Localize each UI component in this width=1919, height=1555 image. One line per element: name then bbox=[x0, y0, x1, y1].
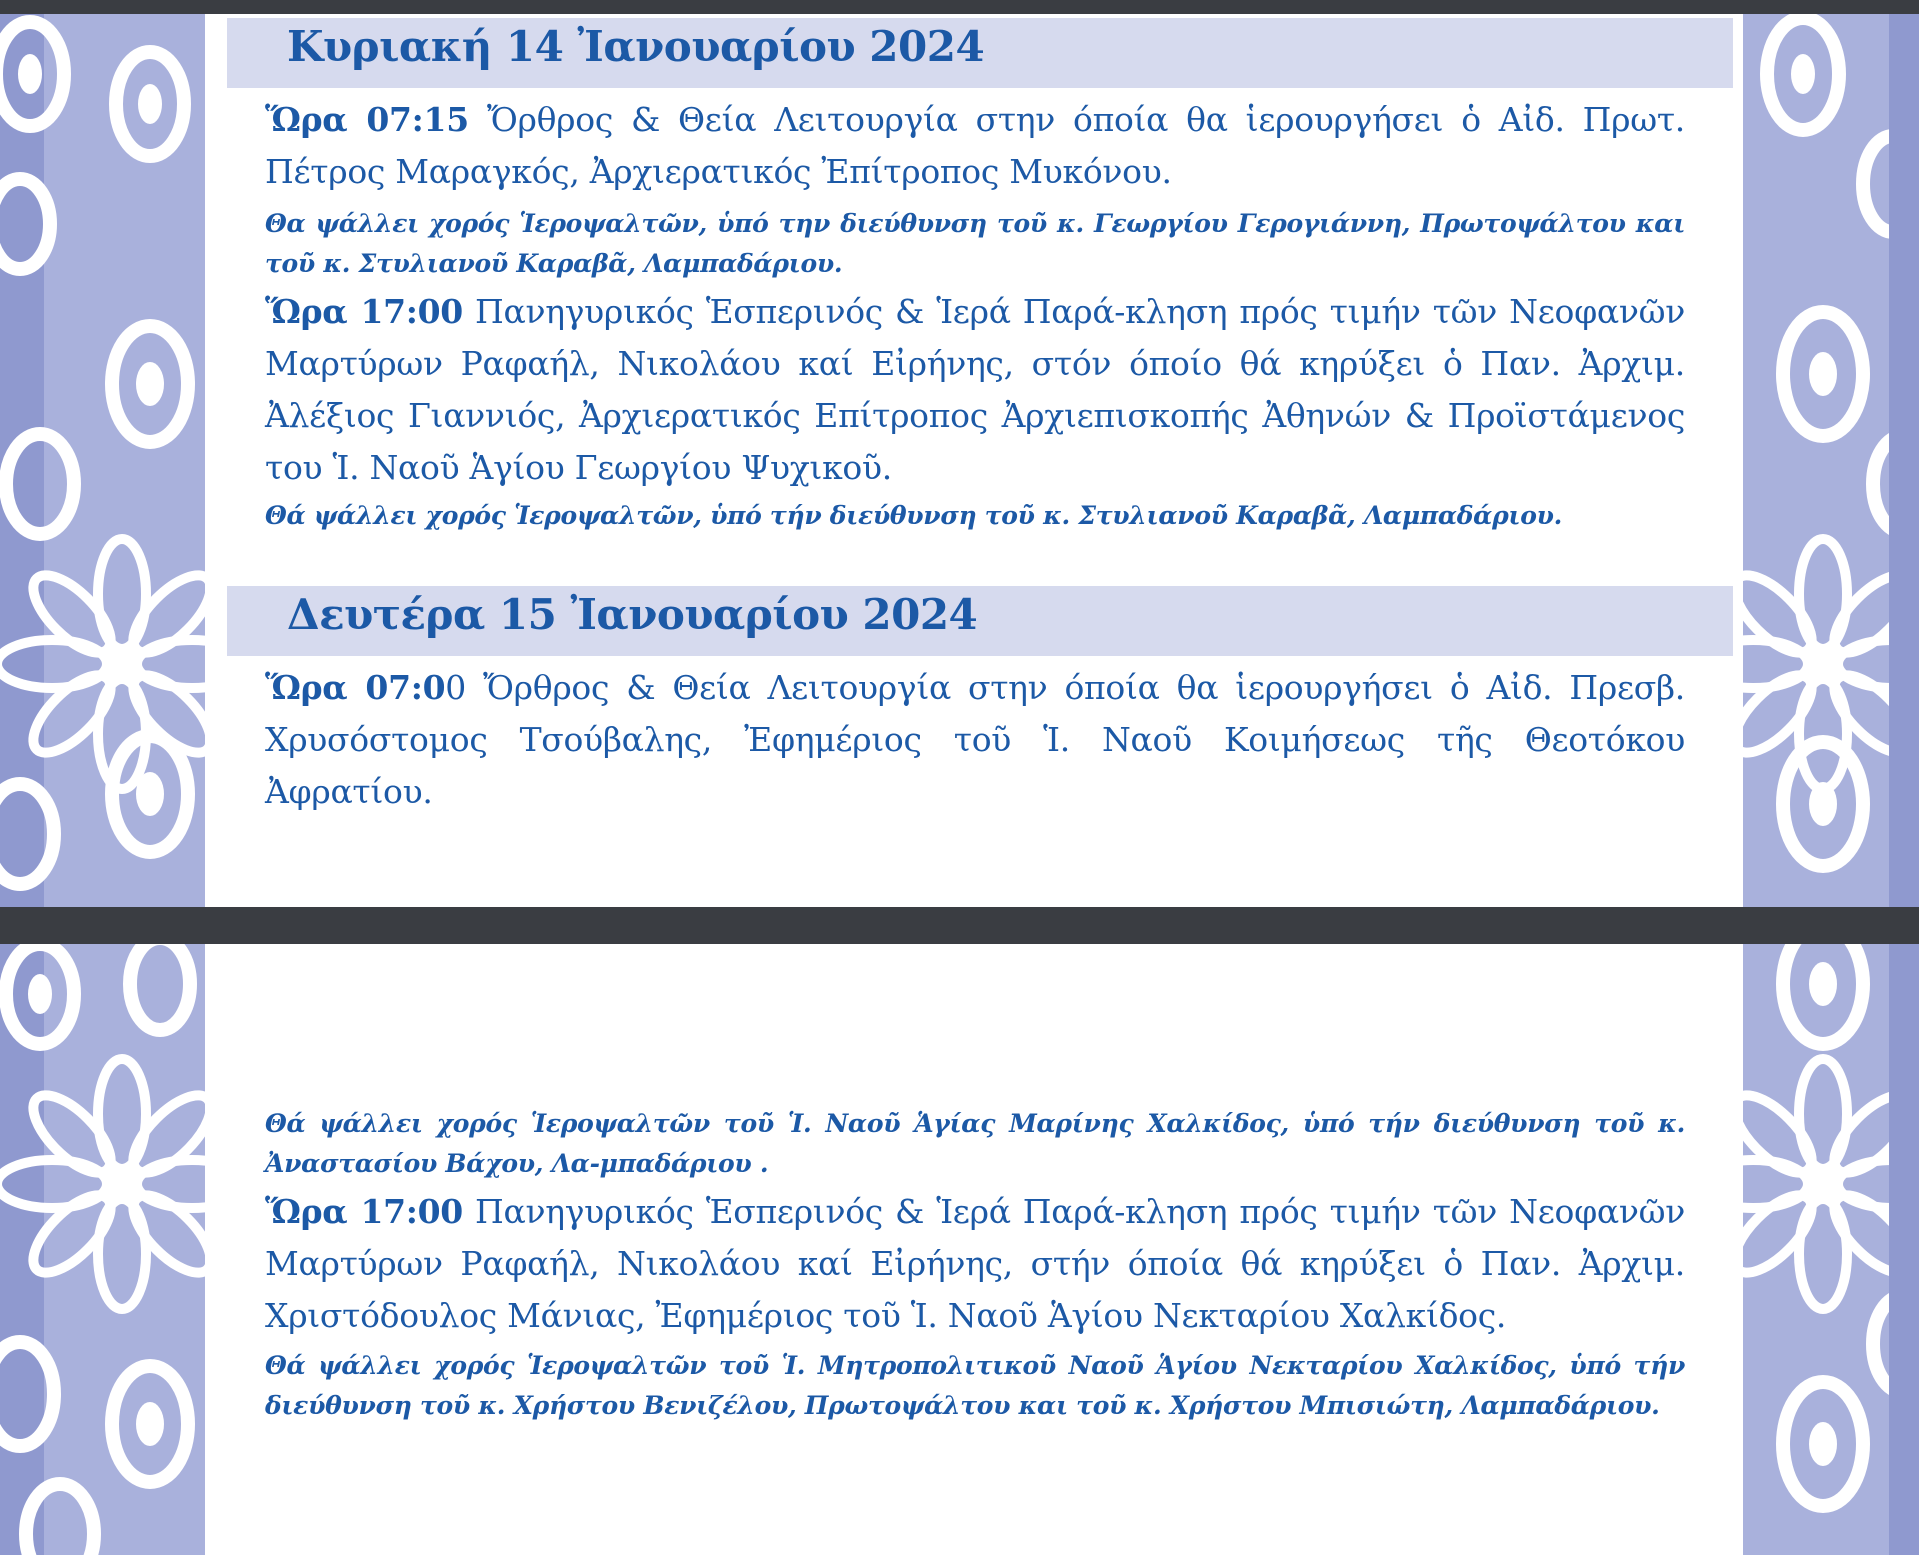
service-entry bbox=[265, 1186, 1685, 1342]
document-page-2 bbox=[0, 944, 1919, 1555]
service-text: Ὄρθρος & Θεία Λειτουργία στην όποία θα ἱερουργήσει ὁ Αἰδ. Πρωτ. Πέτρος Μαραγκός, Ἀρχιερατικός Ἐπίτροπος Μυκόνου. bbox=[265, 100, 1685, 191]
day-title: Κυριακή 14 Ἰανουαρίου 2024 bbox=[287, 22, 985, 71]
service-text: Πανηγυρικός Ἑσπερινός & Ἱερά Παρά-κληση πρός τιμήν τῶν Νεοφανῶν Μαρτύρων Ραφαήλ, Νικολάου καί Εἰρήνης, στόν όποίο θά κηρύξει ὁ Παν. Ἀρχιμ. Ἀλέξιος Γιαννιός, Ἀρχιερατικός Επίτροπος Ἀρχιεπισκοπής Ἀθηνών & Προϊστάμενος του Ἱ. Ναοῦ Ἁγίου Γεωργίου Ψυχικοῦ. bbox=[265, 292, 1685, 487]
service-text: 0 Ὄρθρος & Θεία Λειτουργία στην όποία θα ἱερουργήσει ὁ Αἰδ. Πρεσβ. Χρυσόστομος Τσούβαλης, Ἐφημέριος τοῦ Ἱ. Ναοῦ Κοιμήσεως τῆς Θεοτόκου Ἀφρατίου. bbox=[265, 668, 1685, 811]
floral-ornament-icon bbox=[0, 14, 205, 907]
service-entry bbox=[265, 94, 1685, 198]
service-entry bbox=[265, 286, 1685, 494]
floral-ornament-icon bbox=[0, 944, 205, 1555]
service-time: Ὥρα 17:00 bbox=[265, 292, 463, 331]
choir-note: Θα ψάλλει χορός Ἱεροψαλτῶν, ὑπό την διεύθυνση τοῦ κ. Γεωργίου Γερογιάννη, Πρωτοψάλτου και τοῦ κ. Στυλιανοῦ Καραβᾶ, Λαμπαδάριου. bbox=[265, 209, 1685, 278]
choir-note: Θά ψάλλει χορός Ἱεροψαλτῶν τοῦ Ἱ. Ναοῦ Ἁγίας Μαρίνης Χαλκίδος, ὑπό τήν διεύθυνση τοῦ κ. Ἀναστασίου Βάχου, Λα-μπαδάριου . bbox=[265, 1109, 1685, 1178]
day-title: Δευτέρα 15 Ἰανουαρίου 2024 bbox=[287, 590, 978, 639]
service-time: Ὥρα 07:15 bbox=[265, 100, 469, 139]
right-ornamental-border bbox=[1743, 944, 1919, 1555]
day-header-band bbox=[227, 586, 1733, 656]
day-schedule bbox=[265, 94, 1685, 536]
choir-note: Θά ψάλλει χορός Ἱεροψαλτῶν τοῦ Ἱ. Μητροπολιτικοῦ Ναοῦ Ἁγίου Νεκταρίου Χαλκίδος, ὑπό τήν διεύθυνση τοῦ κ. Χρήστου Βενιζέλου, Πρωτοψάλτου και τοῦ κ. Χρήστου Μπισιώτη, Λαμπαδάριου. bbox=[265, 1351, 1685, 1420]
document-page-1 bbox=[0, 14, 1919, 907]
day-schedule bbox=[265, 662, 1685, 818]
page-content bbox=[205, 14, 1743, 907]
service-time: Ὥρα 17:00 bbox=[265, 1192, 463, 1231]
floral-ornament-icon bbox=[1743, 944, 1919, 1555]
left-ornamental-border bbox=[0, 14, 205, 907]
page-content bbox=[205, 944, 1743, 1555]
service-text: Πανηγυρικός Ἑσπερινός & Ἱερά Παρά-κληση πρός τιμήν τῶν Νεοφανῶν Μαρτύρων Ραφαήλ, Νικολάου καί Εἰρήνης, στήν όποία θά κηρύξει ὁ Παν. Ἀρχιμ. Χριστόδουλος Μάνιας, Ἐφημέριος τοῦ Ἱ. Ναοῦ Ἁγίου Νεκταρίου Χαλκίδος. bbox=[265, 1192, 1685, 1335]
day-header-band bbox=[227, 18, 1733, 88]
service-entry bbox=[265, 662, 1685, 818]
day-schedule bbox=[265, 1104, 1685, 1426]
choir-note: Θά ψάλλει χορός Ἱεροψαλτῶν, ὑπό τήν διεύθυνση τοῦ κ. Στυλιανοῦ Καραβᾶ, Λαμπαδάριου. bbox=[265, 501, 1563, 530]
left-ornamental-border bbox=[0, 944, 205, 1555]
service-time: Ὥρα 07:0 bbox=[265, 668, 446, 707]
right-ornamental-border bbox=[1743, 14, 1919, 907]
floral-ornament-icon bbox=[1743, 14, 1919, 907]
